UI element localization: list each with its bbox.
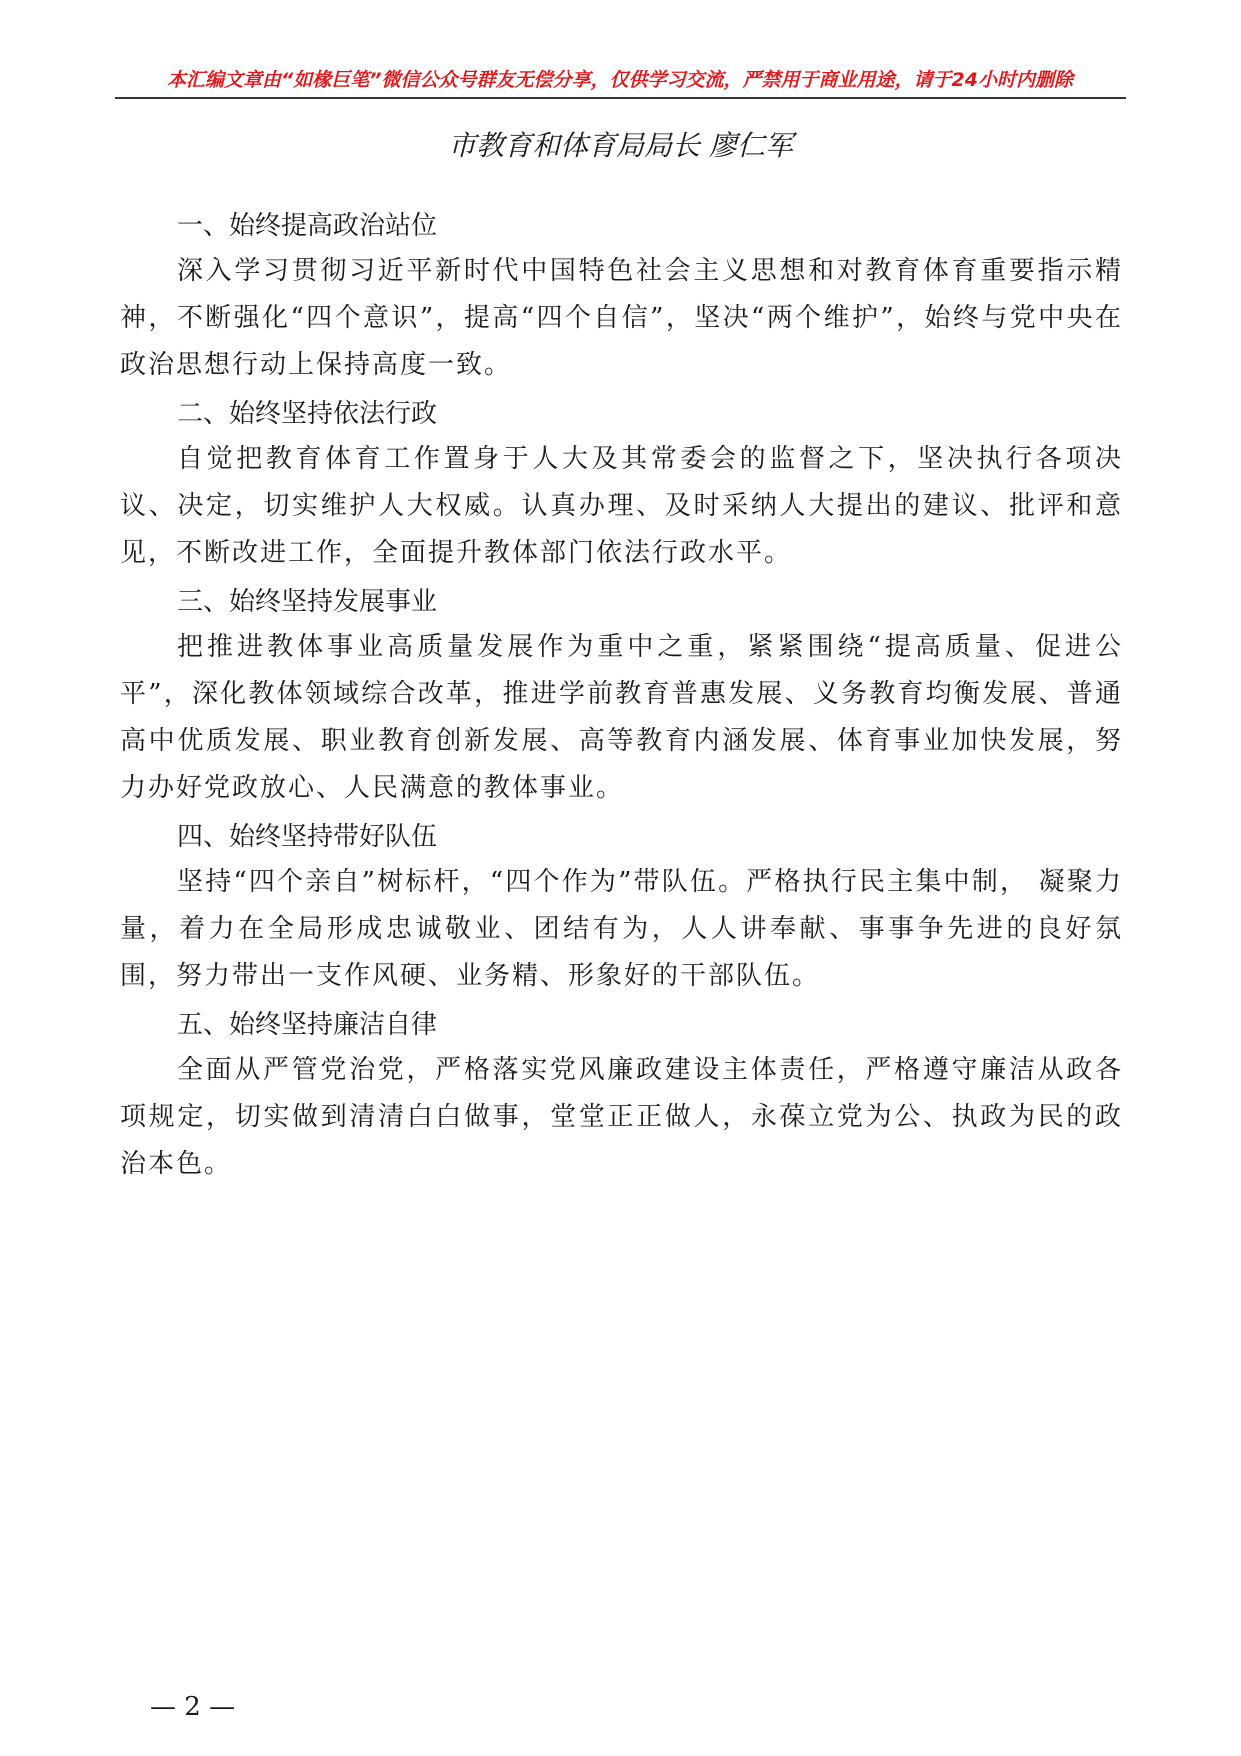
section-5 [120, 1003, 1123, 1188]
section-heading: 二、始终坚持依法行政 [177, 399, 438, 429]
header-divider [115, 97, 1126, 99]
section-2 [120, 392, 1123, 577]
section-4 [120, 815, 1123, 1000]
page-number: — 2 — [150, 1692, 236, 1722]
section-heading: 一、始终提高政治站位 [177, 211, 438, 241]
header-notice: 本汇编文章由“如椽巨笔”微信公众号群友无偿分享，仅供学习交流，严禁用于商业用途，请于24小时内删除 [167, 69, 1073, 91]
section-paragraph: 全面从严管党治党，严格落实党风廉政建设主体责任，严格遵守廉洁从政各项规定，切实做到清清白白做事，堂堂正正做人，永葆立党为公、执政为民的政治本色。 [120, 1055, 1123, 1179]
section-paragraph: 自觉把教育体育工作置身于人大及其常委会的监督之下，坚决执行各项决议、决定，切实维护人大权威。认真办理、及时采纳人大提出的建议、批评和意见，不断改进工作，全面提升教体部门依法行政水平。 [120, 444, 1123, 568]
section-3 [120, 580, 1123, 812]
section-heading: 四、始终坚持带好队伍 [177, 822, 438, 852]
section-1 [120, 204, 1123, 389]
author-title: 市教育和体育局局长 廖仁军 [448, 129, 793, 162]
section-paragraph: 坚持“四个亲自”树标杆，“四个作为”带队伍。严格执行民主集中制， 凝聚力量，着力在全局形成忠诚敬业、团结有为，人人讲奉献、事事争先进的良好氛围，努力带出一支作风硬、业务精、形象好的干部队伍。 [120, 867, 1123, 991]
section-heading: 三、始终坚持发展事业 [177, 587, 438, 617]
section-heading: 五、始终坚持廉洁自律 [177, 1010, 438, 1040]
section-paragraph: 把推进教体事业高质量发展作为重中之重，紧紧围绕“提高质量、促进公平”，深化教体领域综合改革，推进学前教育普惠发展、义务教育均衡发展、普通高中优质发展、职业教育创新发展、高等教育内涵发展、体育事业加快发展，努力办好党政放心、人民满意的教体事业。 [120, 632, 1123, 803]
section-paragraph: 深入学习贯彻习近平新时代中国特色社会主义思想和对教育体育重要指示精神，不断强化“四个意识”，提高“四个自信”，坚决“两个维护”，始终与党中央在政治思想行动上保持高度一致。 [120, 256, 1123, 380]
document-body [120, 204, 1123, 1191]
